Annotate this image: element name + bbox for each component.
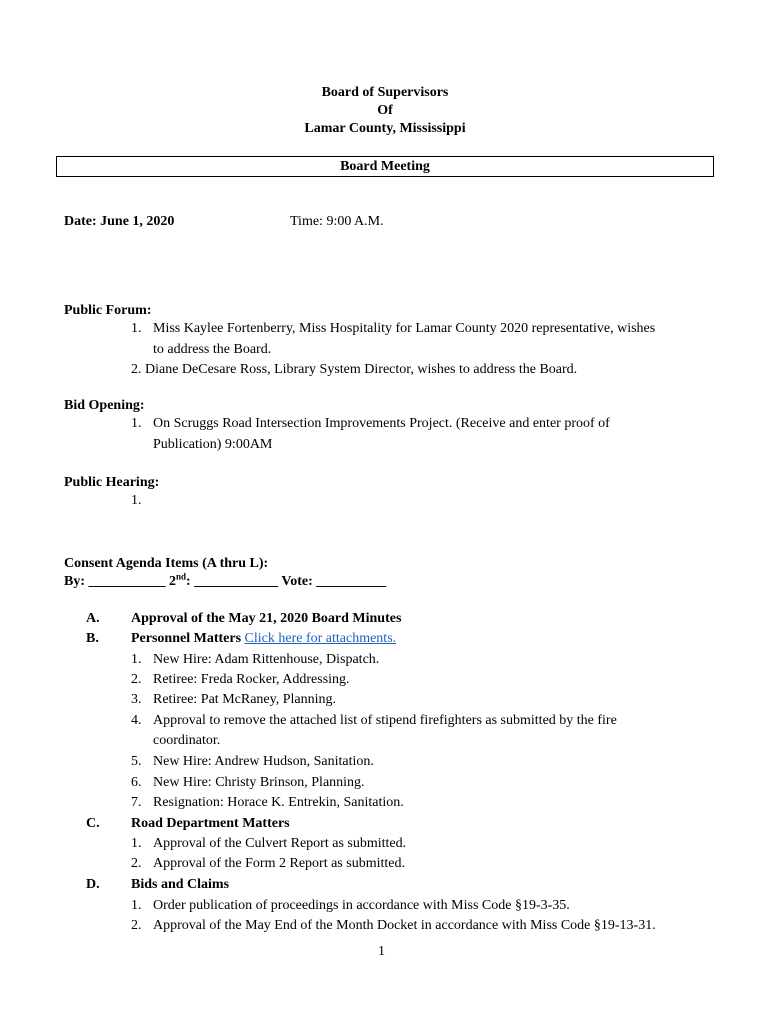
page-number: 1 — [378, 944, 385, 959]
consent-by-field: By: ___________ 2 — [64, 574, 176, 589]
public-forum-item-2: 2. Diane DeCesare Ross, Library System Director, wishes to address the Board. — [131, 362, 578, 377]
bids-item-1-number: 1. — [131, 898, 142, 913]
bids-item-1: Order publication of proceedings in accordance with Miss Code §19-3-35. — [153, 898, 570, 913]
road-item-2: Approval of the Form 2 Report as submitted. — [153, 856, 405, 871]
personnel-item-4-continued: coordinator. — [153, 733, 221, 748]
meeting-title-box: Board Meeting — [56, 156, 714, 177]
personnel-item-6: New Hire: Christy Brinson, Planning. — [153, 775, 365, 790]
section-c-letter: C. — [86, 816, 100, 831]
road-item-1: Approval of the Culvert Report as submitted. — [153, 836, 407, 851]
personnel-item-6-number: 6. — [131, 775, 142, 790]
section-a-letter: A. — [86, 611, 100, 626]
bids-item-2-number: 2. — [131, 918, 142, 933]
public-forum-item-1-continued: to address the Board. — [153, 342, 272, 357]
road-item-1-number: 1. — [131, 836, 142, 851]
public-hearing-item-1-number: 1. — [131, 493, 142, 508]
road-item-2-number: 2. — [131, 856, 142, 871]
personnel-item-3: Retiree: Pat McRaney, Planning. — [153, 692, 336, 707]
title-line-1: Board of Supervisors — [321, 85, 449, 100]
meeting-date: Date: June 1, 2020 — [64, 214, 175, 229]
consent-second-vote-field: : ____________ Vote: __________ — [186, 574, 387, 589]
personnel-item-5: New Hire: Andrew Hudson, Sanitation. — [153, 754, 374, 769]
personnel-item-5-number: 5. — [131, 754, 142, 769]
personnel-item-7: Resignation: Horace K. Entrekin, Sanitation. — [153, 795, 404, 810]
personnel-item-4: Approval to remove the attached list of stipend firefighters as submitted by the fire — [153, 713, 617, 728]
personnel-item-3-number: 3. — [131, 692, 142, 707]
public-forum-heading: Public Forum: — [64, 303, 152, 318]
section-b-heading — [131, 630, 396, 647]
bid-opening-item-1-continued: Publication) 9:00AM — [153, 437, 273, 452]
public-forum-item-1-number: 1. — [131, 321, 142, 336]
personnel-item-4-number: 4. — [131, 713, 142, 728]
bid-opening-item-1-number: 1. — [131, 416, 142, 431]
title-line-3: Lamar County, Mississippi — [304, 121, 466, 136]
public-forum-item-1: Miss Kaylee Fortenberry, Miss Hospitality for Lamar County 2020 representative, wishes — [153, 321, 656, 336]
section-a-title: Approval of the May 21, 2020 Board Minutes — [131, 611, 402, 626]
personnel-item-2: Retiree: Freda Rocker, Addressing. — [153, 672, 350, 687]
public-hearing-heading: Public Hearing: — [64, 475, 160, 490]
section-b-title: Personnel Matters — [131, 631, 242, 646]
bid-opening-item-1: On Scruggs Road Intersection Improvements Project. (Receive and enter proof of — [153, 416, 610, 431]
meeting-time: Time: 9:00 A.M. — [290, 214, 384, 229]
consent-vote-line — [64, 573, 386, 590]
personnel-item-2-number: 2. — [131, 672, 142, 687]
title-line-2: Of — [377, 103, 393, 118]
personnel-item-1: New Hire: Adam Rittenhouse, Dispatch. — [153, 652, 380, 667]
section-b-letter: B. — [86, 631, 99, 646]
consent-agenda-heading: Consent Agenda Items (A thru L): — [64, 556, 269, 571]
personnel-item-7-number: 7. — [131, 795, 142, 810]
bid-opening-heading: Bid Opening: — [64, 398, 145, 413]
ordinal-suffix: nd — [176, 571, 187, 582]
attachments-link[interactable]: Click here for attachments. — [244, 631, 397, 646]
section-d-letter: D. — [86, 877, 100, 892]
personnel-item-1-number: 1. — [131, 652, 142, 667]
section-c-title: Road Department Matters — [131, 816, 290, 831]
section-d-title: Bids and Claims — [131, 877, 230, 892]
bids-item-2: Approval of the May End of the Month Docket in accordance with Miss Code §19-13-31. — [153, 918, 656, 933]
